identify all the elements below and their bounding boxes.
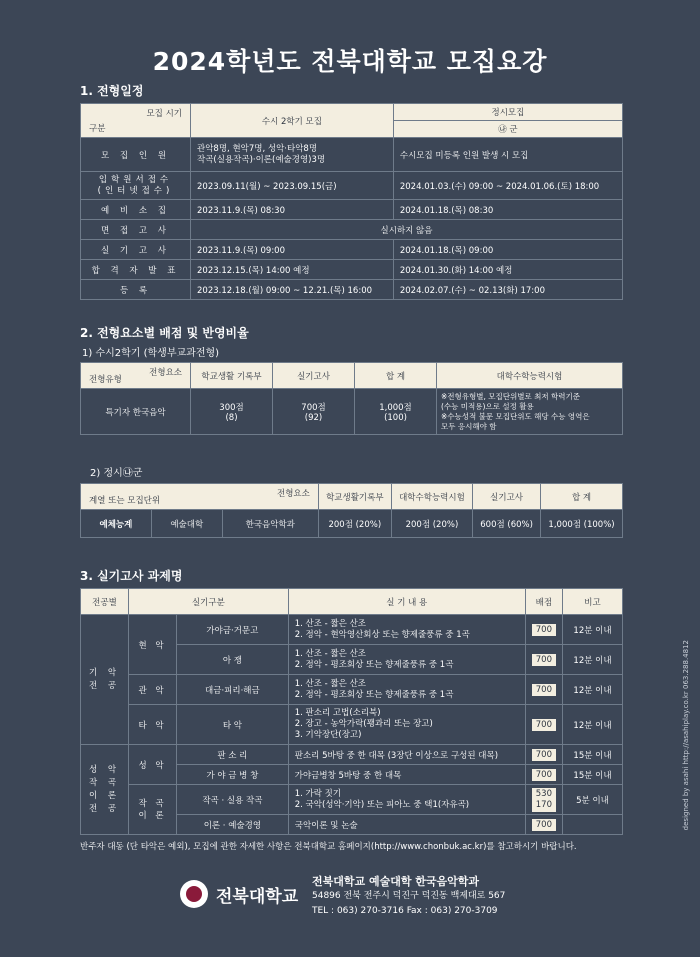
column-header: 합 계 (541, 484, 623, 510)
column-header: 실기구분 (129, 589, 289, 615)
table-cell: 1. 가락 짓기 2. 국악(성악·기악) 또는 피아노 중 택1(자유곡) (288, 785, 525, 815)
score-value: 530 170 (532, 788, 556, 812)
group-label: 기 악 전 공 (81, 615, 129, 745)
subsection-title: 1) 수시2학기 (학생부교과전형) (82, 348, 220, 359)
score-value: 700 (532, 654, 556, 666)
category-label: 작 곡 이 론 (129, 785, 177, 835)
ratio-table-1 (80, 362, 623, 435)
row-label: 예 비 소 집 (81, 200, 191, 220)
logo-text: 전북대학교 (216, 887, 299, 907)
university-logo-icon (180, 880, 208, 908)
subcategory-label: 판 소 리 (177, 745, 289, 765)
exam-table (80, 588, 623, 835)
table-row (81, 280, 623, 300)
row-label: 면 접 고 사 (81, 220, 191, 240)
table-cell: 1. 산조 - 짧은 산조 2. 정악 - 평조회상 또는 향제줄풍류 중 1곡 (288, 645, 525, 675)
table-cell (191, 389, 273, 435)
row-label: 등 록 (81, 280, 191, 300)
table-row (81, 220, 623, 240)
column-header: 학교생활기록부 (318, 484, 391, 510)
table-cell: 2024.01.18.(목) 09:00 (393, 240, 622, 260)
category-label: 현 악 (129, 615, 177, 675)
table-cell: 2024.01.30.(화) 14:00 예정 (393, 260, 622, 280)
subcategory-label: 작곡 · 실용 작곡 (177, 785, 289, 815)
column-header: 정시모집 (393, 104, 622, 121)
subcategory-label: 이론 · 예술경영 (177, 815, 289, 835)
table-cell: 예체능계 (81, 510, 152, 538)
table-cell (273, 389, 355, 435)
table-cell: 2023.11.9.(목) 08:30 (191, 200, 394, 220)
column-header: 배점 (525, 589, 562, 615)
phone: TEL : 063) 270-3716 Fax : 063) 270-3709 (312, 906, 498, 916)
table-note: ※전형유형별, 모집단위별로 최저 학력기준 (수능 미적용)으로 설정 활용 ※수능성적 불문 모집단위도 해당 수능 영역은 모두 응시해야 함 (437, 389, 623, 435)
header-label: 모집 시기 (146, 109, 182, 119)
table-row (81, 240, 623, 260)
column-header: 실기고사 (473, 484, 541, 510)
table-cell: 200점 (20%) (318, 510, 391, 538)
table-cell: 가야금병창 5바탕 중 한 대목 (288, 765, 525, 785)
score-value: 700 (532, 624, 556, 636)
table-cell: 2023.11.9.(목) 09:00 (191, 240, 394, 260)
table-cell: 2023.12.18.(월) 09:00 ~ 12.21.(목) 16:00 (191, 280, 394, 300)
subcategory-label: 가 야 금 병 창 (177, 765, 289, 785)
table-cell: 15분 이내 (563, 765, 623, 785)
score-value: 1,000점 (379, 402, 412, 413)
table-row (81, 138, 623, 172)
subcategory-label: 가야금·거문고 (177, 615, 289, 645)
header-diagonal-cell (81, 104, 191, 138)
table-cell: 수시모집 미등록 인원 발생 시 모집 (393, 138, 622, 172)
table-row (81, 200, 623, 220)
score-value: 700 (532, 819, 556, 831)
footer (180, 872, 620, 932)
table-cell: 예술대학 (151, 510, 222, 538)
table-cell: 2023.12.15.(목) 14:00 예정 (191, 260, 394, 280)
table-row (81, 745, 623, 765)
column-header: 전공별 (81, 589, 129, 615)
table-cell: 실시하지 않음 (191, 220, 623, 240)
column-header: ㉯ 군 (393, 121, 622, 138)
page-title: 2024학년도 전북대학교 모집요강 (152, 47, 548, 76)
table-row (81, 260, 623, 280)
category-label: 타 악 (129, 705, 177, 745)
table-cell: 200점 (20%) (391, 510, 472, 538)
table-cell: 관악8명, 현악7명, 성악·타악8명 작곡(실용작곡)·이론(예술경영)3명 (191, 138, 394, 172)
header-diagonal-cell (81, 484, 319, 510)
header-label: 전형유형 (89, 375, 122, 385)
ratio-value: (100) (384, 412, 407, 423)
table-row (81, 172, 623, 200)
table-cell: 판소리 5바탕 중 한 대목 (3장단 이상으로 구성된 대목) (288, 745, 525, 765)
table-cell: 한국음악학과 (222, 510, 318, 538)
category-label: 성 악 (129, 745, 177, 785)
section-title: 2. 전형요소별 배점 및 반영비율 (80, 326, 249, 340)
score-value: 300점 (219, 402, 244, 413)
row-label: 실 기 고 사 (81, 240, 191, 260)
table-cell: 2024.01.18.(목) 08:30 (393, 200, 622, 220)
score-value: 700 (532, 719, 556, 731)
subcategory-label: 대금·피리·해금 (177, 675, 289, 705)
score-value: 700 (532, 769, 556, 781)
score-value: 700 (532, 749, 556, 761)
ratio-value: (92) (304, 412, 323, 423)
column-header: 합 계 (355, 363, 437, 389)
table-cell: 국악이론 및 논술 (288, 815, 525, 835)
subsection-title: 2) 정시㉯군 (90, 468, 143, 479)
table-row (81, 510, 623, 538)
table-cell: 15분 이내 (563, 745, 623, 765)
table-cell: 12분 이내 (563, 645, 623, 675)
schedule-table (80, 103, 623, 300)
table-cell: 12분 이내 (563, 615, 623, 645)
table-row (81, 675, 623, 705)
row-label: 입학원서접수 (인터넷접수) (81, 172, 191, 200)
table-cell (355, 389, 437, 435)
column-header: 실기고사 (273, 363, 355, 389)
header-diagonal-cell (81, 363, 191, 389)
column-header: 수시 2학기 모집 (191, 104, 394, 138)
column-header: 실 기 내 용 (288, 589, 525, 615)
table-row (81, 615, 623, 645)
header-label: 구분 (89, 124, 106, 134)
section-title: 3. 실기고사 과제명 (80, 569, 183, 583)
table-row (81, 705, 623, 745)
column-header: 학교생활 기록부 (191, 363, 273, 389)
column-header: 대학수학능력시험 (437, 363, 623, 389)
design-credit: designed by asahi http://asahiplay.co.kr 063.288.4812 (682, 640, 690, 831)
header-label: 전형요소 (277, 489, 310, 499)
table-cell: 1. 산조 - 짧은 산조 2. 정악 - 현악영산회상 또는 향제줄풍류 중 1곡 (288, 615, 525, 645)
table-cell: 600점 (60%) (473, 510, 541, 538)
row-label: 모 집 인 원 (81, 138, 191, 172)
table-cell (563, 815, 623, 835)
table-cell: 2024.02.07.(수) ~ 02.13(화) 17:00 (393, 280, 622, 300)
score-value: 700 (532, 684, 556, 696)
column-header: 비고 (563, 589, 623, 615)
table-cell: 12분 이내 (563, 705, 623, 745)
contact-info (312, 874, 505, 919)
ratio-value: (8) (225, 412, 238, 423)
department-name: 전북대학교 예술대학 한국음악학과 (312, 875, 480, 888)
category-label: 관 악 (129, 675, 177, 705)
column-header: 대학수학능력시험 (391, 484, 472, 510)
row-label: 특기자 한국음악 (81, 389, 191, 435)
header-label: 계열 또는 모집단위 (89, 496, 161, 506)
table-cell: 1,000점 (100%) (541, 510, 623, 538)
table-cell: 12분 이내 (563, 675, 623, 705)
table-row (81, 389, 623, 435)
score-value: 700점 (301, 402, 326, 413)
subcategory-label: 타 악 (177, 705, 289, 745)
table-cell: 5분 이내 (563, 785, 623, 815)
group-label: 성 악 작 곡 이 론 전 공 (81, 745, 129, 835)
ratio-table-2 (80, 483, 623, 538)
address: 54896 전북 전주시 덕진구 덕진동 백제대로 567 (312, 891, 506, 901)
row-label: 합 격 자 발 표 (81, 260, 191, 280)
header-label: 전형요소 (149, 368, 182, 378)
table-cell: 1. 산조 - 짧은 산조 2. 정악 - 평조회상 또는 향제줄풍류 중 1곡 (288, 675, 525, 705)
section-title: 1. 전형일정 (80, 84, 144, 98)
table-row (81, 785, 623, 815)
table-cell: 2024.01.03.(수) 09:00 ~ 2024.01.06.(토) 18:00 (393, 172, 622, 200)
footnote: 반주자 대동 (단 타악은 예외), 모집에 관한 자세한 사항은 전북대학교 홈페이지(http://www.chonbuk.ac.kr)를 참고하시기 바랍니다. (80, 842, 577, 852)
table-cell: 2023.09.11(월) ~ 2023.09.15(금) (191, 172, 394, 200)
table-cell: 1. 판소리 고법(소리북) 2. 장고 - 농악가락(꽹과리 또는 장고) 3. 기악장단(장고) (288, 705, 525, 745)
subcategory-label: 아 쟁 (177, 645, 289, 675)
